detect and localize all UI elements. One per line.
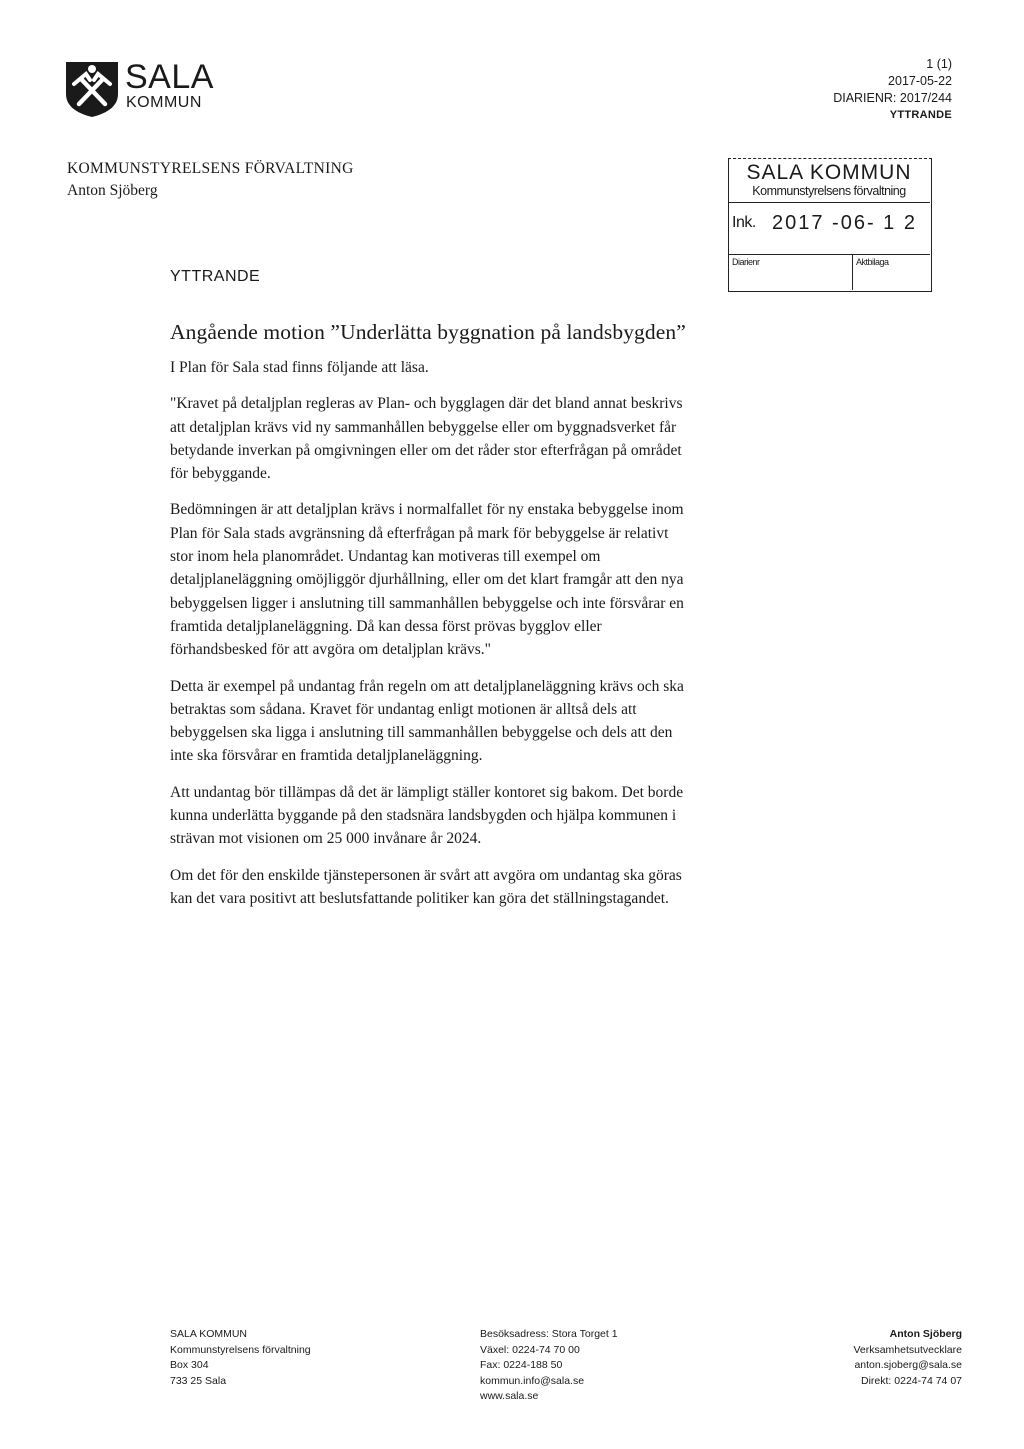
stamp-divider <box>728 202 930 203</box>
stamp-divider <box>728 254 930 255</box>
footer-organization <box>170 1327 311 1389</box>
stamp-divider <box>852 254 853 290</box>
footer-postal-code: 733 25 Sala <box>170 1374 227 1387</box>
document-type-small: YTTRANDE <box>889 109 952 121</box>
text-line: framtida detaljplaneläggning. Då kan dessa först prövas bygglov eller <box>170 617 602 635</box>
document-title: Angående motion ”Underlätta byggnation på landsbygden” <box>170 320 686 344</box>
text-line: för bebyggande. <box>170 465 271 483</box>
footer-author-name: Anton Sjöberg <box>889 1328 962 1340</box>
text-line: kan det vara positivt att beslutsfattande politiker kan göra det ställningstagandet. <box>170 889 669 907</box>
text-line: Om det för den enskilde tjänstepersonen är svårt att avgöra om undantag ska göras <box>170 866 682 884</box>
department-name: KOMMUNSTYRELSENS FÖRVALTNING <box>67 160 354 177</box>
text-line: förhandsbesked för att avgöra om detaljplan krävs." <box>170 641 491 659</box>
body-paragraph <box>170 392 870 485</box>
text-line: betraktas som sådana. Kravet för undantag enligt motionen är alltså dels att <box>170 700 637 718</box>
stamp-received-date: 2017 -06- 1 2 <box>772 212 917 234</box>
text-line: bebyggelsen ligger i anslutning till sammanhållen bebyggelse och inte försvårar en <box>170 594 684 612</box>
intro-paragraph: I Plan för Sala stad finns följande att läsa. <box>170 359 429 376</box>
text-line: strävan mot visionen om 25 000 invånare år 2024. <box>170 830 482 848</box>
footer-email-link[interactable]: kommun.info@sala.se <box>480 1374 585 1387</box>
body-paragraph <box>170 864 870 911</box>
text-line: att detaljplan krävs vid ny sammanhållen bebyggelse eller om byggnadsverket får <box>170 418 677 436</box>
text-line: bebyggelsen ska ligga i anslutning till sammanhållen bebyggelse och dels att den <box>170 724 673 742</box>
stamp-aktbilaga-label: Aktbilaga <box>856 257 889 267</box>
logo-subtitle: KOMMUN <box>126 94 202 111</box>
diary-number: DIARIENR: 2017/244 <box>833 91 952 105</box>
text-line: Detta är exempel på undantag från regeln om att detaljplaneläggning krävs och ska <box>170 677 684 695</box>
footer-fax: Fax: 0224-188 50 <box>480 1359 563 1371</box>
document-body <box>170 356 870 910</box>
footer-website-link[interactable]: www.sala.se <box>480 1390 539 1402</box>
footer-switchboard: Växel: 0224-74 70 00 <box>480 1343 580 1356</box>
text-line: kunna underlätta byggande på den stadsnära landsbygden och hjälpa kommunen i <box>170 807 677 825</box>
stamp-diarienr-label: Diarienr <box>732 257 760 267</box>
text-line: "Kravet på detaljplan regleras av Plan- och bygglagen där det bland annat beskrivs <box>170 395 683 413</box>
page-number: 1 (1) <box>926 57 952 71</box>
body-paragraph <box>170 675 870 768</box>
author-name: Anton Sjöberg <box>67 182 158 199</box>
stamp-title: SALA KOMMUN <box>746 161 912 184</box>
text-line: stor inom hela planområdet. Undantag kan motiveras till exempel om <box>170 548 601 566</box>
footer-author-contact <box>853 1327 962 1389</box>
footer-contact <box>480 1327 618 1405</box>
footer-postbox: Box 304 <box>170 1359 209 1371</box>
text-line: detaljplaneläggning omöjliggör djurhållning, eller om det klart framgår att den nya <box>170 571 684 589</box>
received-stamp <box>728 158 932 292</box>
text-line: Att undantag bör tillämpas då det är lämpligt ställer kontoret sig bakom. Det borde <box>170 783 684 801</box>
text-line: inte ska försvårar en framtida detaljplaneläggning. <box>170 747 483 765</box>
stamp-subtitle: Kommunstyrelsens förvaltning <box>752 184 906 198</box>
footer-author-role: Verksamhetsutvecklare <box>853 1343 962 1356</box>
sala-coat-of-arms-icon <box>62 58 122 118</box>
footer-visit-address: Besöksadress: Stora Torget 1 <box>480 1328 618 1340</box>
footer-author-phone: Direkt: 0224-74 74 07 <box>861 1374 962 1387</box>
stamp-ink-label: Ink. <box>732 214 756 231</box>
footer-org-dept: Kommunstyrelsens förvaltning <box>170 1343 311 1356</box>
document-type: YTTRANDE <box>170 268 261 285</box>
text-line: Bedömningen är att detaljplan krävs i normalfallet för ny enstaka bebyggelse inom <box>170 501 684 519</box>
body-paragraph <box>170 498 870 661</box>
text-line: betydande inverkan på omgivningen eller om det råder stor efterfrågan på området <box>170 441 682 459</box>
logo-name: SALA <box>125 58 214 96</box>
document-date: 2017-05-22 <box>888 74 952 88</box>
text-line: Plan för Sala stads avgränsning då efterfrågan på mark för bebyggelse är relativt <box>170 524 669 542</box>
body-paragraph <box>170 781 870 851</box>
footer-org-name: SALA KOMMUN <box>170 1328 248 1340</box>
footer-author-email-link[interactable]: anton.sjoberg@sala.se <box>854 1359 962 1371</box>
